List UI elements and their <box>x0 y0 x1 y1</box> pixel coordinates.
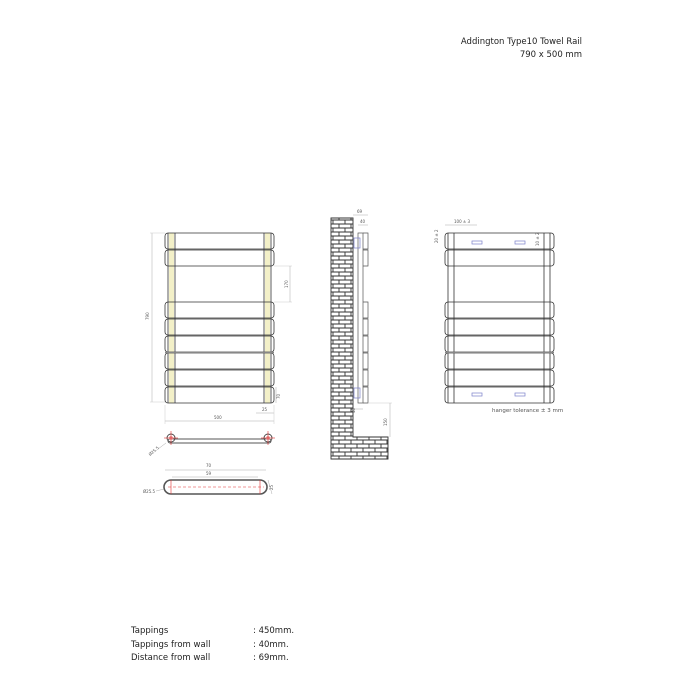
product-size: 790 x 500 mm <box>519 50 582 60</box>
hanger-width-dim: 100 ± 3 <box>454 219 471 224</box>
height-dim: 790 <box>145 312 150 320</box>
hanger-top-dim: 20 ± 2 <box>434 229 439 243</box>
rear-view <box>434 219 563 414</box>
spec-label: Tappings <box>131 626 169 636</box>
bottom-bar-dim: 70 <box>276 393 281 399</box>
spec-value: : 40mm. <box>253 639 289 650</box>
top-view <box>147 431 275 457</box>
specs-table <box>131 625 294 666</box>
inner-dim: 59 <box>206 471 212 476</box>
tap-offset-dim: 40 <box>351 407 356 413</box>
gap-dim: 170 <box>284 280 289 288</box>
spec-label: Distance from wall <box>131 653 211 663</box>
width-dim: 500 <box>214 415 222 420</box>
bracket-dim: 40 <box>360 219 366 224</box>
hanger-tolerance-note: hanger tolerance ± 3 mm <box>492 408 564 414</box>
spec-row <box>131 625 294 639</box>
floor-dim: 150 <box>383 418 388 426</box>
spec-label: Tappings from wall <box>131 639 211 650</box>
outer-dim: 70 <box>206 463 212 468</box>
spec-value: : 450mm. <box>253 626 295 636</box>
end-dim: Ø25.5 <box>143 489 156 494</box>
side-offset-dim: 25 <box>262 407 268 412</box>
bar-section <box>143 463 274 494</box>
spec-row <box>131 652 294 666</box>
front-view <box>145 233 292 424</box>
spec-row <box>131 639 294 653</box>
pipe-dim: Ø25.5 <box>147 445 160 457</box>
product-title: Addington Type10 Towel Rail <box>460 37 582 47</box>
spec-value: : 69mm. <box>253 653 289 663</box>
height-dim-section: 25 <box>269 484 274 490</box>
hanger-side-dim: 10 ± 2 <box>535 232 540 246</box>
side-view <box>331 209 392 459</box>
depth-dim: 69 <box>357 209 363 214</box>
